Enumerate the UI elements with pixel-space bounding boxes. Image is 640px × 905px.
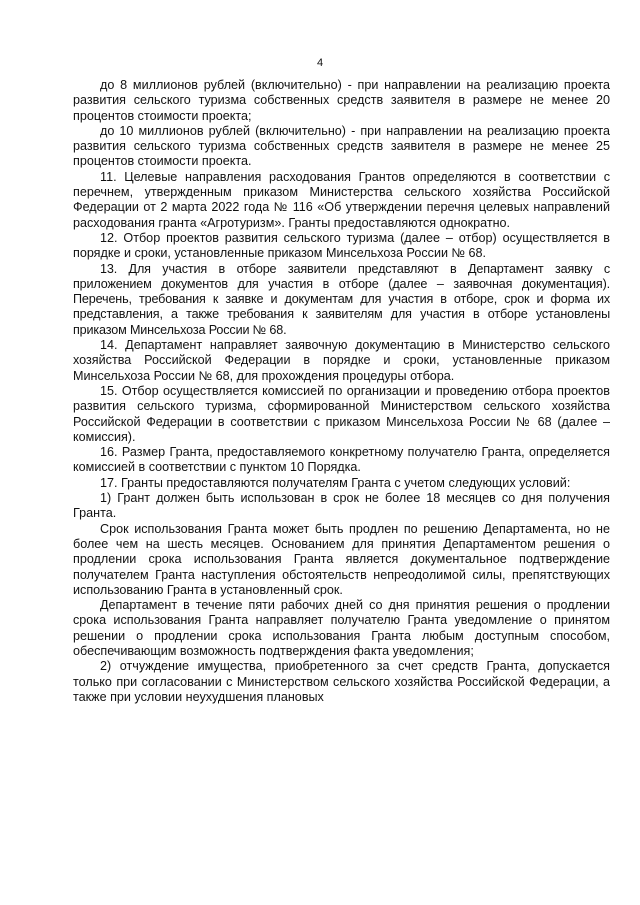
paragraph-14: 14. Департамент направляет заявочную документацию в Министерство сельского хозяйства Российской Федерации в порядке и сроки, установленные приказом Минсельхоза России № 68, для прохождения процедуры отбора. bbox=[73, 338, 610, 383]
paragraph-17-condition-1: 1) Грант должен быть использован в срок не более 18 месяцев со дня получения Гранта. bbox=[73, 491, 610, 521]
paragraph-16: 16. Размер Гранта, предоставляемого конкретному получателю Гранта, определяется комиссией в соответствии с пунктом 10 Порядка. bbox=[73, 445, 610, 475]
paragraph-17-condition-2: 2) отчуждение имущества, приобретенного за счет средств Гранта, допускается только при согласовании с Министерством сельского хозяйства Российской Федерации, а также при условии неухудшения плановых bbox=[73, 659, 610, 704]
paragraph-8-million: до 8 миллионов рублей (включительно) - при направлении на реализацию проекта развития сельского туризма собственных средств заявителя в размере не менее 20 процентов стоимости проекта; bbox=[73, 78, 610, 123]
paragraph-12: 12. Отбор проектов развития сельского туризма (далее – отбор) осуществляется в порядке и сроки, установленные приказом Минсельхоза России № 68. bbox=[73, 230, 610, 261]
document-body bbox=[73, 78, 610, 705]
page-number: 4 bbox=[316, 57, 324, 69]
paragraph-extension-notice: Департамент в течение пяти рабочих дней со дня принятия решения о продлении срока использования Гранта направляет получателю Гранта уведомление о принятом решении о продлении срока использования Гранта любым доступным способом, обеспечивающим возможность подтверждения факта уведомления; bbox=[73, 598, 610, 658]
paragraph-11: 11. Целевые направления расходования Грантов определяются в соответствии с перечнем, утвержденным приказом Министерства сельского хозяйства Российской Федерации от 2 марта 2022 года № 116 «Об утверждении перечня целевых направлений расходования гранта «Агротуризм». Гранты предоставляются однократно. bbox=[73, 169, 610, 230]
paragraph-17: 17. Гранты предоставляются получателям Гранта с учетом следующих условий: bbox=[100, 475, 571, 490]
paragraph-10-million: до 10 миллионов рублей (включительно) - при направлении на реализацию проекта развития сельского туризма собственных средств заявителя в размере не менее 25 процентов стоимости проекта. bbox=[73, 123, 610, 169]
paragraph-15: 15. Отбор осуществляется комиссией по организации и проведению отбора проектов развития сельского туризма, сформированной Министерством сельского хозяйства Российской Федерации в соответствии с приказом Минсельхоза России № 68 (далее – комиссия). bbox=[73, 383, 610, 444]
paragraph-13: 13. Для участия в отборе заявители представляют в Департамент заявку с приложением документов для участия в отборе (далее – заявочная документация). Перечень, требования к заявке и документам для участия в отборе, срок и форма их представления, а также требования к заявителям для участия в отборе установлены приказом Минсельхоза России № 68. bbox=[73, 261, 610, 337]
paragraph-extension-term: Срок использования Гранта может быть продлен по решению Департамента, но не более чем на шесть месяцев. Основанием для принятия Департаментом решения о продлении срока использования Гранта является документальное подтверждение получателем Гранта наступления обстоятельств непреодолимой силы, препятствующих использованию Гранта в установленный срок. bbox=[73, 521, 610, 597]
